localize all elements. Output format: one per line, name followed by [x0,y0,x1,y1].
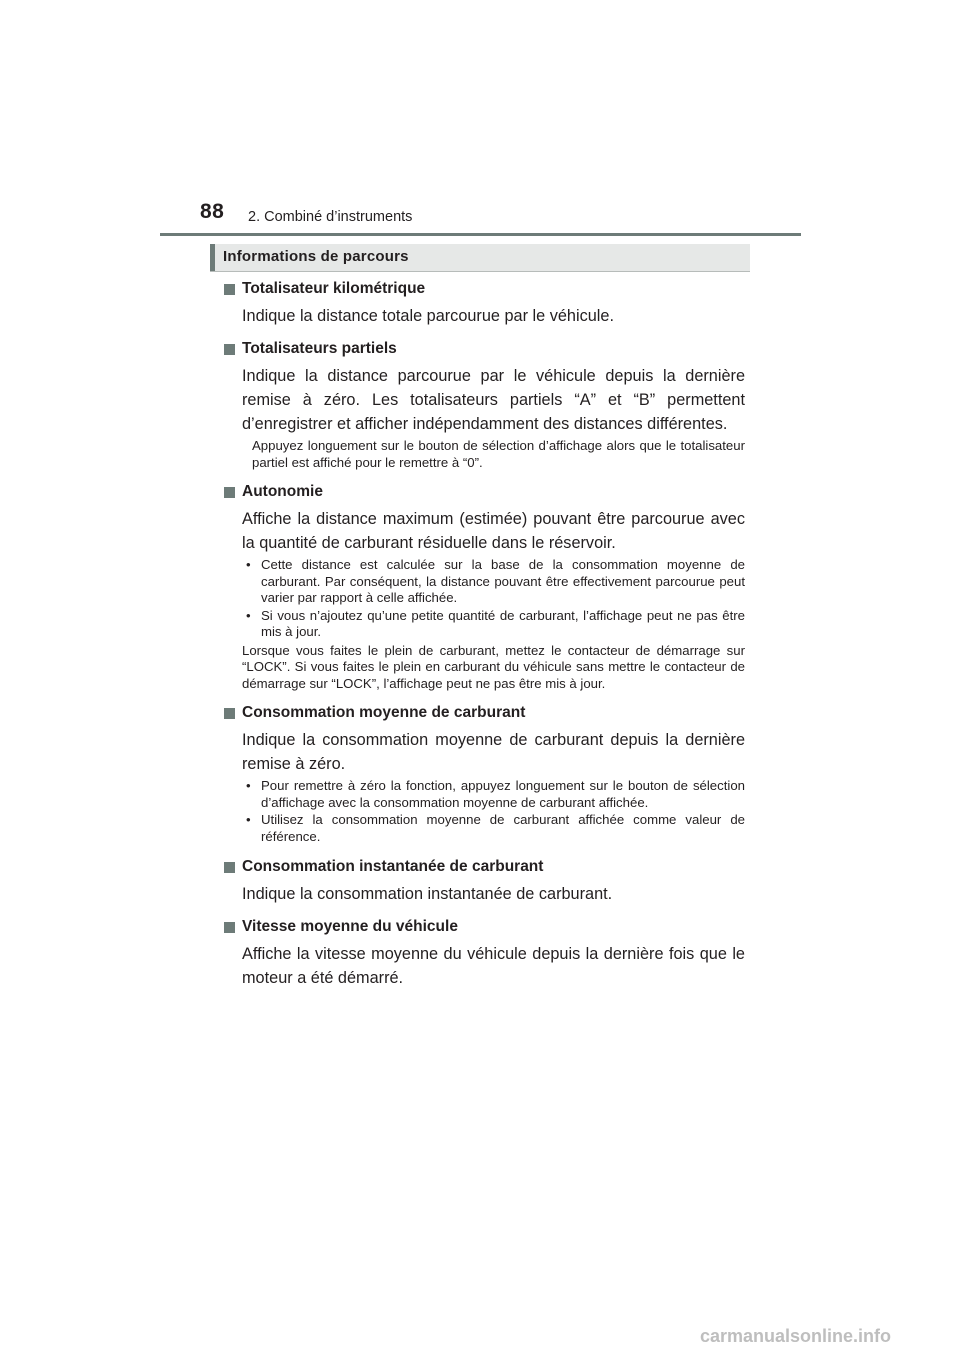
square-bullet-icon [224,487,235,498]
list-item-text: Si vous n’ajoutez qu’une petite quantité de carburant, l’affichage peut ne pas être mis à jour. [261,607,745,639]
content [221,278,745,990]
bullet-dot: • [246,778,251,793]
item-description: Indique la distance totale parcourue par le véhicule. [242,307,614,325]
item-description: Indique la consommation moyenne de carburant depuis la dernière remise à zéro. [242,731,745,773]
item-average-fuel-consumption [221,702,745,845]
square-bullet-icon [224,862,235,873]
item-title-text: Vitesse moyenne du véhicule [242,918,458,935]
list-item-text: Pour remettre à zéro la fonction, appuyez longuement sur le bouton de sélection d’affichage avec la consommation moyenne de carburant affichée. [261,778,745,810]
item-description: Affiche la vitesse moyenne du véhicule depuis la dernière fois que le moteur a été démarré. [242,945,745,987]
list-item [242,557,745,607]
bullet-dot: • [246,812,251,827]
item-note: Lorsque vous faites le plein de carburant, mettez le contacteur de démarrage sur “LOCK”. Si vous faites le plein en carburant du véhicule sans mettre le contacteur de démarrage sur “LOCK”, l’affichage peut ne pas être mis à jour. [242,642,745,691]
item-odometer [221,278,745,328]
bullet-list [242,778,745,845]
list-item-text: Utilisez la consommation moyenne de carburant affichée comme valeur de référence. [261,812,745,844]
square-bullet-icon [224,708,235,719]
page-number: 88 [200,200,225,223]
item-title-text: Consommation instantanée de carburant [242,858,544,875]
square-bullet-icon [224,284,235,295]
item-title-text: Totalisateur kilométrique [242,280,426,297]
item-title [221,856,745,878]
item-description: Indique la consommation instantanée de carburant. [242,885,613,903]
bullet-list [242,557,745,641]
bullet-dot: • [246,557,251,572]
chapter-title: 2. Combiné d’instruments [248,209,413,225]
item-title [221,278,745,300]
list-item [242,778,745,811]
list-item [242,608,745,641]
bullet-dot: • [246,607,251,623]
list-item [242,812,745,845]
item-range [221,481,745,692]
item-title [221,916,745,938]
item-title [221,338,745,360]
section-title: Informations de parcours [223,248,409,265]
item-title [221,702,745,724]
item-average-vehicle-speed [221,916,745,990]
item-note: Appuyez longuement sur le bouton de sélection d’affichage alors que le totalisateur partiel est affiché pour le remettre à “0”. [252,438,745,470]
square-bullet-icon [224,344,235,355]
square-bullet-icon [224,922,235,933]
item-trip-meters [221,338,745,471]
watermark: carmanualsonline.info [700,1326,892,1346]
section-bar [210,244,750,272]
item-current-fuel-consumption [221,856,745,906]
item-title-text: Totalisateurs partiels [242,340,397,357]
list-item-text: Cette distance est calculée sur la base de la consommation moyenne de carburant. Par conséquent, la distance pouvant être effectivement parcourue peut varier par rapport à celle affichée. [261,557,745,605]
header-rule [160,233,801,236]
item-title-text: Consommation moyenne de carburant [242,704,526,721]
item-title [221,481,745,503]
item-description: Affiche la distance maximum (estimée) pouvant être parcourue avec la quantité de carburant résiduelle dans le réservoir. [242,510,745,552]
item-description: Indique la distance parcourue par le véhicule depuis la dernière remise à zéro. Les totalisateurs partiels “A” et “B” permettent d’enregistrer et afficher indépendamment des distances différentes. [242,367,745,433]
item-title-text: Autonomie [242,483,323,500]
section-bar-accent [210,244,215,271]
